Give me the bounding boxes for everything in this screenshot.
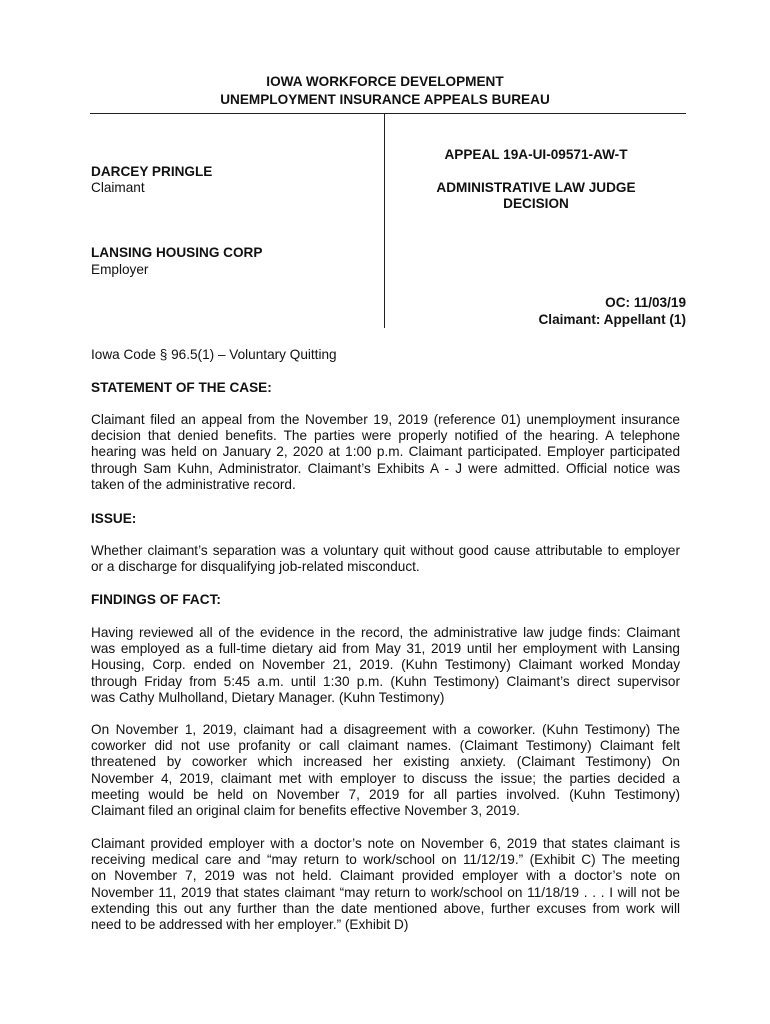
findings-line: Having reviewed all of the evidence in the record, the administrative law judge finds: Claimant — [91, 625, 680, 640]
claimant-label: Claimant — [91, 180, 145, 195]
employer-label: Employer — [91, 262, 149, 277]
bureau-title: UNEMPLOYMENT INSURANCE APPEALS BUREAU — [220, 92, 550, 107]
findings-heading: FINDINGS OF FACT: — [91, 592, 221, 607]
findings-line: was employed as a full-time dietary aid from May 31, 2019 until her employment with Lansing — [91, 641, 680, 657]
claimant-status: Claimant: Appellant (1) — [538, 312, 686, 327]
issue-heading: ISSUE: — [91, 511, 137, 526]
agency-title: IOWA WORKFORCE DEVELOPMENT — [266, 74, 504, 89]
findings-line: November 4, 2019, claimant met with employer to discuss the issue; the parties decided a — [91, 770, 680, 786]
findings-line: extending this out any further than the date mentioned above, further excuses from work will — [91, 900, 680, 916]
statement-line: taken of the administrative record. — [91, 476, 296, 492]
statement-line: decision that denied benefits. The parties were properly notified of the hearing. A telephone — [91, 428, 680, 444]
statement-line: hearing was held on January 2, 2020 at 1:00 p.m. Claimant participated. Employer participated — [91, 444, 680, 460]
findings-line: threatened by coworker which increased her existing anxiety. (Claimant Testimony) On — [91, 754, 680, 770]
findings-line: Claimant filed an original claim for benefits effective November 3, 2019. — [91, 803, 520, 819]
findings-line: on November 7, 2019 was not held. Claimant provided employer with a doctor’s note on — [91, 868, 680, 884]
statement-line: through Sam Kuhn, Administrator. Claimant’s Exhibits A - J were admitted. Official notice was — [91, 460, 680, 476]
findings-line: through Friday from 5:45 a.m. until 1:30 p.m. (Kuhn Testimony) Claimant’s direct supervisor — [91, 673, 680, 689]
statement-line: Claimant filed an appeal from the November 19, 2019 (reference 01) unemployment insurance — [91, 412, 680, 427]
findings-line: Housing, Corp. ended on November 21, 2019. (Kuhn Testimony) Claimant worked Monday — [91, 657, 680, 673]
statement-paragraph — [91, 412, 680, 493]
findings-line: meeting would be held on November 7, 2019 for all parties involved. (Kuhn Testimony) — [91, 786, 680, 802]
findings-paragraph-3 — [91, 836, 680, 933]
issue-paragraph — [91, 543, 680, 575]
findings-line: receiving medical care and “may return to work/school on 11/12/19.” (Exhibit C) The meeting — [91, 852, 680, 868]
caption-divider — [384, 113, 385, 328]
findings-paragraph-2 — [91, 722, 680, 819]
claimant-name: DARCEY PRINGLE — [91, 164, 213, 179]
findings-line: November 11, 2019 that states claimant “may return to work/school on 11/18/19 . . . I will not be — [91, 884, 680, 900]
appeal-number: APPEAL 19A-UI-09571-AW-T — [444, 147, 628, 162]
findings-line: was Cathy Mulholland, Dietary Manager. (Kuhn Testimony) — [91, 689, 445, 705]
issue-line: Whether claimant’s separation was a voluntary quit without good cause attributable to employer — [91, 543, 680, 558]
code-reference: Iowa Code § 96.5(1) – Voluntary Quitting — [91, 347, 337, 362]
findings-line: On November 1, 2019, claimant had a disagreement with a coworker. (Kuhn Testimony) The — [91, 722, 680, 737]
findings-line: Claimant provided employer with a doctor’s note on November 6, 2019 that states claimant is — [91, 836, 680, 851]
header-divider — [90, 113, 686, 114]
issue-line: or a discharge for disqualifying job-related misconduct. — [91, 559, 420, 575]
employer-name: LANSING HOUSING CORP — [91, 245, 263, 260]
decision-title-line1: ADMINISTRATIVE LAW JUDGE — [436, 180, 636, 195]
findings-paragraph-1 — [91, 625, 680, 706]
findings-line: coworker did not use profanity or call claimant names. (Claimant Testimony) Claimant felt — [91, 738, 680, 754]
findings-line: need to be addressed with her employer.” (Exhibit D) — [91, 917, 409, 933]
decision-title-line2: DECISION — [503, 196, 569, 211]
oc-date: OC: 11/03/19 — [605, 295, 686, 310]
statement-heading: STATEMENT OF THE CASE: — [91, 380, 272, 395]
